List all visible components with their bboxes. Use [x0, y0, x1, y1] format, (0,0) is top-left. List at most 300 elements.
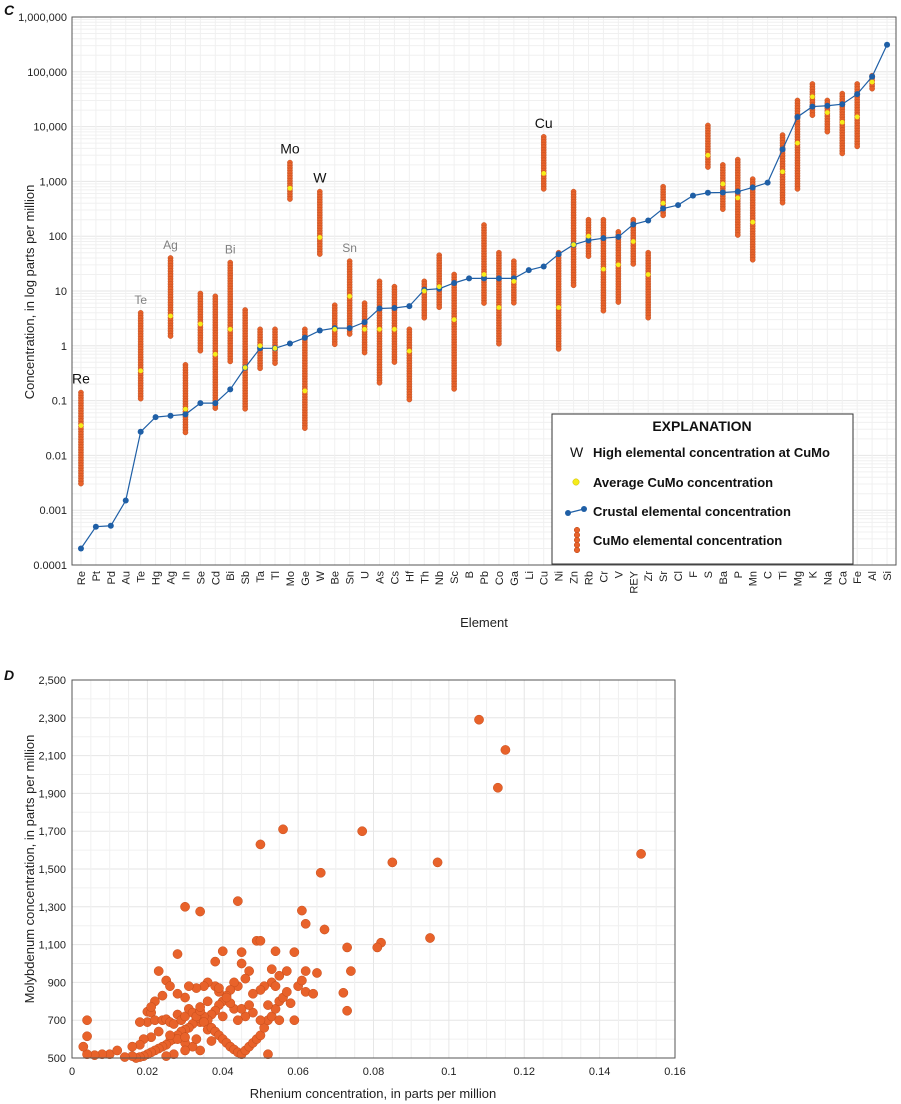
chart-d-point: [180, 1033, 189, 1042]
average-point-Sb: [243, 365, 248, 370]
cumo-point: [272, 361, 277, 366]
chart-d-point: [90, 1051, 99, 1060]
chart-d-point: [309, 989, 318, 998]
chart-d-point: [263, 1016, 272, 1025]
crustal-point-Se: [197, 400, 203, 406]
legend-symbol-cumo-stack: [574, 527, 580, 553]
chart-d-point: [222, 993, 231, 1002]
chart-d-point: [154, 1044, 163, 1053]
crustal-point-Fe: [854, 91, 860, 97]
chart-d-point: [158, 991, 167, 1000]
cumo-point: [795, 186, 800, 191]
chart-c-x-tick-label: Co: [493, 571, 506, 586]
chart-c-x-tick-label: Au: [120, 571, 133, 585]
chart-c-x-tick-label: REY: [628, 571, 641, 594]
chart-c-cumo-Sc: [452, 272, 457, 392]
chart-c-x-tick-label: Hf: [404, 571, 417, 582]
chart-d-point: [316, 868, 325, 877]
chart-d-point: [241, 1012, 250, 1021]
cumo-point: [362, 350, 367, 355]
cumo-point: [810, 113, 815, 118]
crustal-point-Zr: [645, 218, 651, 224]
average-point-Cu: [541, 171, 546, 176]
chart-c-x-tick-label: Pb: [479, 571, 491, 585]
crustal-point-P: [735, 189, 741, 195]
cumo-point: [168, 333, 173, 338]
cumo-point: [705, 164, 710, 169]
crustal-point-Si: [884, 42, 890, 48]
crustal-point-Cl: [675, 202, 681, 208]
chart-d-x-tick-label: 0.02: [136, 1066, 159, 1078]
chart-d-point: [203, 997, 212, 1006]
cumo-point: [183, 430, 188, 435]
chart-c-cumo-Co: [496, 250, 501, 346]
chart-d-point: [233, 897, 242, 906]
chart-d-point: [147, 1008, 156, 1017]
average-point-Ta: [258, 343, 263, 348]
chart-d-point: [158, 1042, 167, 1051]
chart-d-point: [373, 943, 382, 952]
chart-c-x-tick-label: F: [687, 571, 700, 578]
chart-d-point: [128, 1052, 137, 1061]
chart-d-point: [207, 1023, 216, 1032]
crustal-point-Cu: [541, 263, 547, 269]
chart-d-point: [297, 976, 306, 985]
chart-d-point: [320, 925, 329, 934]
crustal-point-Ca: [839, 101, 845, 107]
chart-d-point: [358, 827, 367, 836]
chart-d-point: [203, 978, 212, 987]
chart-c-x-tick-label: Rb: [583, 571, 596, 586]
chart-d-frame: [72, 680, 675, 1058]
chart-d-point: [267, 978, 276, 987]
chart-c-x-tick-label: Ba: [717, 571, 730, 585]
chart-d-y-tick-label: 1,300: [38, 901, 66, 914]
chart-d-point: [294, 982, 303, 991]
crustal-point-F: [690, 193, 696, 199]
chart-d-point: [82, 1016, 91, 1025]
chart-d-y-tick-label: 2,500: [38, 675, 66, 687]
chart-d-point: [241, 1046, 250, 1055]
chart-c-cumo-Bi: [228, 260, 233, 364]
legend-symbol-crustal-dot-b: [581, 506, 587, 512]
cumo-point: [452, 386, 457, 391]
chart-c-x-tick-label: Sc: [449, 571, 462, 584]
legend-symbol-highlight: W: [570, 444, 584, 460]
chart-c-y-tick-label: 1,000: [39, 176, 67, 189]
chart-d-point: [150, 997, 159, 1006]
chart-c-x-tick-label: Ti: [777, 571, 790, 580]
chart-c-x-tick-label: C: [762, 571, 775, 579]
chart-d-point: [82, 1050, 91, 1059]
crustal-point-Na: [824, 103, 830, 109]
chart-d-point: [226, 1042, 235, 1051]
chart-c-cumo-Ba: [720, 162, 725, 211]
chart-d-point: [229, 1045, 238, 1054]
chart-d-point: [301, 987, 310, 996]
chart-d-point: [196, 1002, 205, 1011]
chart-d-point: [177, 1027, 186, 1036]
chart-d-point: [135, 1052, 144, 1061]
average-point-REY: [631, 239, 636, 244]
legend-item-cumo: CuMo elemental concentration: [593, 533, 783, 548]
chart-c-cumo-Zn: [571, 189, 576, 288]
chart-c-y-tick-label: 1,000,000: [18, 12, 67, 24]
average-point-K: [810, 94, 815, 99]
chart-d-point: [143, 1050, 152, 1059]
chart-c-cumo-Be: [332, 303, 337, 347]
cumo-point: [601, 308, 606, 313]
crustal-point-Cd: [212, 400, 218, 406]
average-point-Co: [497, 305, 502, 310]
chart-c-cumo-Re: [78, 390, 83, 486]
chart-d-point: [154, 1027, 163, 1036]
average-point-In: [183, 407, 188, 412]
average-point-Ca: [840, 120, 845, 125]
cumo-point: [661, 213, 666, 218]
cumo-point: [855, 144, 860, 149]
chart-d-point: [388, 858, 397, 867]
chart-d-point: [150, 1016, 159, 1025]
chart-c-cumo-Th: [422, 279, 427, 321]
chart-c-x-tick-label: Al: [867, 571, 880, 581]
crustal-point-Sr: [660, 206, 666, 212]
chart-d-point: [233, 1048, 242, 1057]
chart-c-x-tick-label: Be: [329, 571, 342, 585]
highlight-label-Ag: Ag: [163, 238, 178, 253]
crustal-point-Ni: [556, 251, 562, 257]
cumo-point: [228, 359, 233, 364]
cumo-point: [780, 200, 785, 205]
chart-d-point: [135, 1040, 144, 1049]
chart-d-point: [271, 982, 280, 991]
chart-c-x-tick-label: B: [464, 571, 477, 579]
chart-c-y-tick-label: 10: [54, 286, 67, 298]
cumo-point: [257, 366, 262, 371]
chart-c-x-tick-label: S: [702, 571, 715, 579]
crustal-point-S: [705, 190, 711, 196]
crustal-point-W: [317, 328, 323, 334]
chart-c-cumo-Nb: [437, 253, 442, 310]
chart-d-point: [282, 966, 291, 975]
chart-c-y-axis-title: Concentration, in log parts per million: [22, 184, 37, 400]
chart-c-x-tick-label: Mg: [792, 571, 805, 587]
legend-item-crustal: Crustal elemental concentration: [593, 504, 791, 519]
chart-c-y-tick-label: 1: [60, 340, 67, 353]
cumo-point: [332, 342, 337, 347]
chart-c-y-tick-label: 100: [48, 231, 67, 244]
average-point-U: [362, 327, 367, 332]
chart-d-point: [214, 987, 223, 996]
highlight-label-Cu: Cu: [534, 114, 553, 131]
average-point-Ga: [511, 279, 516, 284]
chart-d-point: [79, 1042, 88, 1051]
average-point-W: [317, 235, 322, 240]
chart-d-point: [271, 1004, 280, 1013]
chart-d-point: [188, 1019, 197, 1028]
average-point-Na: [825, 110, 830, 115]
chart-d-point: [105, 1050, 114, 1059]
crustal-point-In: [182, 411, 188, 417]
chart-d-point: [173, 1035, 182, 1044]
chart-d-point: [154, 966, 163, 975]
chart-d-point: [131, 1053, 140, 1062]
average-point-Bi: [228, 327, 233, 332]
chart-d-point: [214, 1031, 223, 1040]
chart-d-point: [207, 1010, 216, 1019]
chart-d-point: [263, 1000, 272, 1009]
chart-d-point: [173, 1031, 182, 1040]
chart-c-x-tick-label: Mn: [747, 571, 760, 587]
chart-d-y-tick-label: 1,700: [38, 826, 66, 839]
cumo-point: [377, 380, 382, 385]
chart-d-point: [192, 983, 201, 992]
chart-c-x-tick-label: Te: [135, 571, 148, 583]
crustal-point-Ti: [780, 146, 786, 152]
crustal-point-Au: [123, 498, 129, 504]
chart-d-point: [256, 1031, 265, 1040]
chart-c-legend: [552, 414, 853, 564]
chart-d-point: [177, 1016, 186, 1025]
crustal-point-Mo: [287, 341, 293, 347]
cumo-point: [392, 359, 397, 364]
average-point-Zn: [571, 242, 576, 247]
chart-d-point: [169, 1035, 178, 1044]
chart-d-point: [165, 982, 174, 991]
average-point-Mo: [288, 186, 293, 191]
chart-d-point: [248, 1038, 257, 1047]
cumo-point: [541, 186, 546, 191]
legend-item-highlight: High elemental concentration at CuMo: [593, 445, 830, 460]
chart-c-cumo-Zr: [646, 250, 651, 320]
chart-d-point: [237, 1004, 246, 1013]
cumo-point: [347, 331, 352, 336]
chart-d-point: [226, 985, 235, 994]
chart-d-point: [196, 1017, 205, 1026]
chart-d-point: [169, 1019, 178, 1028]
average-point-Ag: [168, 314, 173, 319]
chart-c-y-tick-label: 100,000: [27, 66, 67, 79]
chart-d-point: [248, 989, 257, 998]
legend-symbol-crustal-dot-a: [565, 510, 571, 516]
cumo-point: [840, 151, 845, 156]
chart-d-x-tick-label: 0.1: [441, 1066, 457, 1078]
chart-d-point: [199, 1012, 208, 1021]
chart-c-cumo-Cu: [541, 134, 546, 191]
cumo-point: [571, 283, 576, 288]
chart-d-point: [501, 745, 510, 754]
legend-title: EXPLANATION: [652, 418, 752, 434]
chart-d-point: [188, 1008, 197, 1017]
cumo-point: [825, 129, 830, 134]
chart-d-x-axis-title: Rhenium concentration, in parts per million: [249, 1086, 497, 1101]
chart-d-point: [192, 1014, 201, 1023]
chart-d-x-tick-label: 0.14: [588, 1066, 611, 1078]
chart-c-x-tick-label: K: [807, 571, 820, 579]
chart-d-point: [245, 966, 254, 975]
average-point-Al: [870, 80, 875, 85]
chart-d-point: [173, 989, 182, 998]
chart-d-point: [301, 919, 310, 928]
chart-c-cumo-Ag: [168, 255, 173, 338]
average-point-Cs: [392, 327, 397, 332]
chart-d-point: [196, 1046, 205, 1055]
chart-c-cumo-Ni: [556, 250, 561, 351]
chart-c-x-tick-label: Li: [523, 571, 536, 580]
chart-d-point: [376, 938, 385, 947]
chart-c-cumo-Ge: [302, 327, 307, 431]
highlight-label-W: W: [313, 169, 327, 186]
chart-d-x-tick-label: 0.12: [513, 1066, 535, 1078]
chart-d-point: [143, 1017, 152, 1026]
chart-d-point: [312, 968, 321, 977]
chart-c-x-tick-label: Cl: [673, 571, 686, 582]
chart-c-x-tick-label: Ga: [508, 571, 521, 586]
cumo-point: [511, 300, 516, 305]
chart-c-x-tick-label: U: [359, 571, 372, 579]
average-point-Fe: [855, 115, 860, 120]
average-point-Ti: [780, 169, 785, 174]
average-point-Be: [332, 327, 337, 332]
chart-d-point: [275, 997, 284, 1006]
average-point-Mn: [750, 220, 755, 225]
crustal-point-Pt: [93, 524, 99, 530]
chart-d-point: [199, 1017, 208, 1026]
chart-d-point: [173, 949, 182, 958]
average-point-Ba: [720, 182, 725, 187]
chart-d-point: [339, 988, 348, 997]
chart-c-y-tick-label: 0.01: [45, 450, 67, 463]
chart-d-point: [143, 1007, 152, 1016]
highlight-label-Sn: Sn: [342, 241, 357, 256]
crustal-point-Li: [526, 267, 532, 273]
legend-symbol-average: [573, 479, 579, 485]
chart-d-point: [165, 1017, 174, 1026]
chart-d-point: [180, 993, 189, 1002]
cumo-point: [496, 341, 501, 346]
chart-d-x-ticks: [69, 1066, 686, 1078]
legend-item-average: Average CuMo concentration: [593, 475, 774, 490]
chart-c-y-tick-label: 10,000: [33, 121, 67, 134]
cumo-point: [437, 305, 442, 310]
chart-c-x-tick-label: Sn: [344, 571, 357, 585]
crustal-point-Al: [869, 74, 875, 80]
chart-d-point: [211, 957, 220, 966]
average-point-Hf: [407, 349, 412, 354]
cumo-point: [78, 481, 83, 486]
chart-d-point: [290, 948, 299, 957]
cumo-point: [243, 406, 248, 411]
chart-d-point: [278, 825, 287, 834]
average-point-Cr: [601, 267, 606, 272]
crustal-point-C: [765, 180, 771, 186]
chart-d-point: [275, 1016, 284, 1025]
cumo-point: [302, 426, 307, 431]
highlight-label-Te: Te: [134, 292, 148, 307]
chart-c-x-ticks: [76, 570, 894, 594]
crustal-point-Hf: [406, 303, 412, 309]
crustal-point-Re: [78, 546, 84, 552]
crustal-point-Ge: [302, 335, 308, 341]
chart-d-point: [147, 1048, 156, 1057]
cumo-point: [720, 207, 725, 212]
crustal-point-Te: [138, 429, 144, 435]
chart-c-x-tick-label: Zn: [568, 571, 581, 584]
chart-c-x-tick-label: Cu: [538, 571, 551, 586]
crustal-point-Bi: [227, 386, 233, 392]
chart-d-point: [222, 1038, 231, 1047]
chart-c-cumo-Ti: [780, 132, 785, 205]
chart-d-y-axis-title: Molybdenum concentration, in parts per million: [22, 734, 37, 1004]
chart-c-cumo-Sb: [243, 307, 248, 411]
chart-d-point: [229, 978, 238, 987]
chart-d-point: [636, 849, 645, 858]
chart-d-point: [297, 906, 306, 915]
cumo-point: [750, 257, 755, 262]
chart-d-point: [113, 1046, 122, 1055]
chart-c-x-tick-label: Re: [75, 571, 88, 586]
chart-c-cumo-Pb: [481, 222, 486, 305]
chart-d-point: [188, 1042, 197, 1051]
chart-d-point: [267, 965, 276, 974]
chart-d-point: [218, 1012, 227, 1021]
crustal-point-Hg: [153, 414, 159, 420]
chart-c-x-axis-title: Element: [460, 615, 508, 630]
chart-c-cumo-Hf: [407, 327, 412, 402]
chart-d-points: [79, 715, 646, 1063]
crustal-point-As: [377, 305, 383, 311]
cumo-point: [870, 86, 875, 91]
chart-c-cumo-W: [317, 189, 322, 257]
average-point-Tl: [273, 346, 278, 351]
average-point-Th: [422, 289, 427, 294]
chart-d-y-tick-label: 1,900: [38, 788, 66, 801]
chart-d-point: [203, 1025, 212, 1034]
cumo-point: [481, 300, 486, 305]
chart-d-point: [207, 1036, 216, 1045]
average-point-Zr: [646, 272, 651, 277]
chart-d-point: [169, 1050, 178, 1059]
chart-c-x-tick-label: Cd: [210, 571, 223, 586]
chart-d-point: [301, 966, 310, 975]
chart-d-point: [433, 858, 442, 867]
crustal-point-Sn: [347, 325, 353, 331]
chart-d-y-tick-label: 1,500: [38, 864, 66, 876]
chart-c-cumo-In: [183, 362, 188, 435]
chart-c-x-tick-label: V: [613, 571, 626, 579]
cumo-point: [422, 315, 427, 320]
chart-c-cumo-K: [810, 81, 815, 117]
average-point-Cd: [213, 352, 218, 357]
chart-d-point: [271, 947, 280, 956]
chart-d-point: [120, 1052, 129, 1061]
chart-d-point: [248, 1008, 257, 1017]
highlight-label-Mo: Mo: [280, 140, 300, 157]
chart-d-point: [162, 976, 171, 985]
crustal-point-V: [615, 234, 621, 240]
chart-d-point: [180, 1025, 189, 1034]
chart-d-point: [196, 907, 205, 916]
average-point-Se: [198, 322, 203, 327]
chart-d-point: [237, 948, 246, 957]
chart-d-y-tick-label: 900: [47, 977, 66, 990]
chart-d-point: [180, 1046, 189, 1055]
average-point-As: [377, 327, 382, 332]
cumo-point: [646, 315, 651, 320]
chart-c-cumo-S: [705, 123, 710, 170]
chart-c-x-tick-label: Bi: [225, 571, 238, 581]
crustal-point-Mn: [750, 184, 756, 190]
